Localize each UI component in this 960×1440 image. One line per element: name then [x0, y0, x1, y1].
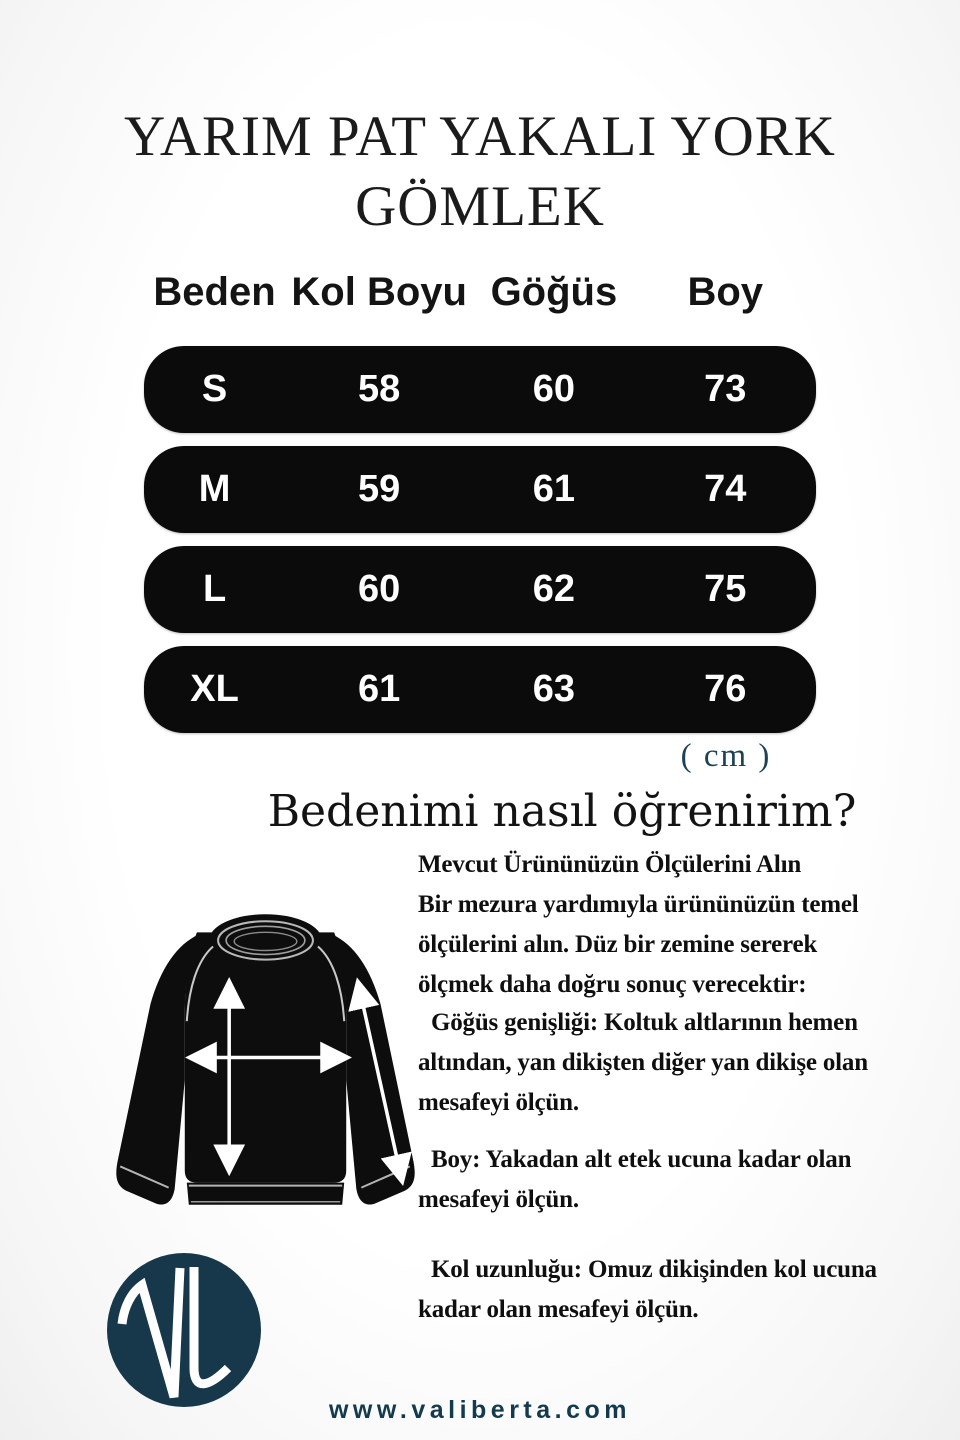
gogus-cell: 63 [532, 668, 576, 710]
guide-line: kadar olan mesafeyi ölçün. [418, 1296, 699, 1323]
guide-line: ölçmek daha doğru sonuç verecektir: [418, 971, 807, 998]
size-table [144, 346, 816, 746]
guide-line: mesafeyi ölçün. [418, 1186, 579, 1213]
sweater-measurement-diagram [96, 898, 434, 1226]
guide-sleeve-paragraph [418, 1250, 958, 1330]
boy-cell: 75 [704, 568, 747, 610]
guide-line: altından, yan dikişten diğer yan dikişe olan [418, 1049, 868, 1076]
size-cell: S [201, 368, 228, 410]
guide-line: Mevcut Ürününüzün Ölçülerini Alın [418, 851, 802, 878]
kol-boyu-cell: 60 [358, 568, 401, 610]
header-boy: Boy [687, 270, 764, 314]
size-cell: M [198, 468, 231, 510]
boy-cell: 73 [704, 368, 747, 410]
product-title [0, 102, 960, 242]
table-row-l [144, 546, 816, 633]
guide-line: Kol uzunluğu: Omuz dikişinden kol ucuna [431, 1256, 877, 1283]
boy-cell: 76 [704, 668, 747, 710]
table-row-xl [144, 646, 816, 733]
table-row-m [144, 446, 816, 533]
unit-note: ( cm ) [680, 738, 772, 774]
guide-chest-paragraph [418, 1003, 958, 1123]
guide-intro-paragraph [418, 845, 958, 1005]
guide-line: Göğüs genişliği: Koltuk altlarının hemen [431, 1009, 858, 1036]
website-url: www.valiberta.com [328, 1396, 632, 1424]
kol-boyu-cell: 59 [358, 468, 401, 510]
kol-boyu-cell: 58 [358, 368, 401, 410]
gogus-cell: 61 [532, 468, 576, 510]
size-cell: XL [190, 668, 239, 710]
header-beden: Beden [153, 270, 276, 314]
size-table-header-row [144, 270, 816, 315]
header-kol-boyu: Kol Boyu [291, 270, 467, 314]
guide-heading: Bedenimi nasıl öğrenirim? [267, 786, 857, 837]
vl-logo [104, 1250, 264, 1410]
gogus-cell: 60 [532, 368, 576, 410]
guide-line: Boy: Yakadan alt etek ucuna kadar olan [431, 1146, 852, 1173]
size-cell: L [202, 568, 227, 610]
gogus-cell: 62 [532, 568, 576, 610]
boy-cell: 74 [704, 468, 747, 510]
guide-line: ölçülerini alın. Düz bir zemine sererek [418, 931, 818, 958]
header-gogus: Göğüs [490, 270, 618, 314]
guide-line: Bir mezura yardımıyla ürününüzün temel [418, 891, 859, 918]
kol-boyu-cell: 61 [358, 668, 401, 710]
product-title-line1: YARIM PAT YAKALI YORK [124, 105, 836, 168]
guide-line: mesafeyi ölçün. [418, 1089, 579, 1116]
guide-length-paragraph [418, 1140, 958, 1220]
product-title-line2: GÖMLEK [355, 175, 605, 238]
table-row-s [144, 346, 816, 433]
